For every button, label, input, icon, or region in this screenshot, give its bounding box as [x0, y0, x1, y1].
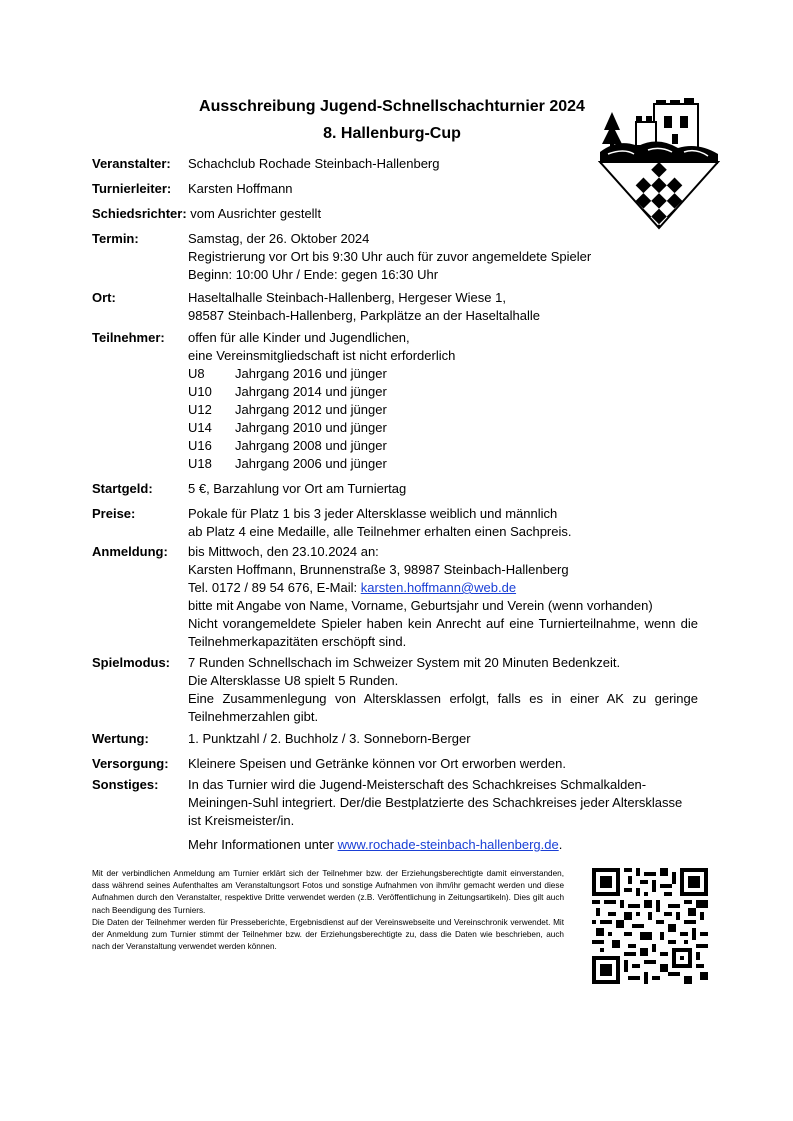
value-turnierleiter: Karsten Hoffmann	[188, 181, 293, 196]
age-class-text: Jahrgang 2014 und jünger	[235, 384, 387, 399]
value-wertung: 1. Punktzahl / 2. Buchholz / 3. Sonneborn-Berger	[188, 731, 471, 746]
label-ort: Ort:	[92, 290, 116, 305]
list-item	[188, 419, 698, 437]
teilnehmer-line-2: eine Vereinsmitgliedschaft ist nicht erforderlich	[188, 348, 456, 363]
more-info-prefix: Mehr Informationen unter	[188, 837, 338, 852]
list-item	[188, 365, 698, 383]
label-anmeldung: Anmeldung:	[92, 544, 168, 559]
value-startgeld: 5 €, Barzahlung vor Ort am Turniertag	[188, 481, 407, 496]
disclaimer-photos: Mit der verbindlichen Anmeldung am Turnier erklärt sich der Teilnehmer bzw. der Erziehungsberechtigte damit einverstanden, dass während seines Aufenthaltes am Veranstaltungsort Fotos und sonstige Aufnahmen von ihm/ihr gemacht werden und diese Aufnahmen durch den Veranstalter, respektive Dritte verwendet werden (z.B. Veröffentlichung in Zeitungsartikeln). Dies gilt auch nach Beendigung des Turniers.	[92, 869, 564, 915]
teilnehmer-line-1: offen für alle Kinder und Jugendlichen,	[188, 330, 410, 345]
list-item	[188, 383, 698, 401]
preise-line-1: Pokale für Platz 1 bis 3 jeder Altersklasse weiblich und männlich	[188, 506, 558, 521]
age-class-text: Jahrgang 2008 und jünger	[235, 438, 387, 453]
ort-line-2: 98587 Steinbach-Hallenberg, Parkplätze an der Haseltalhalle	[188, 308, 540, 323]
preise-line-2: ab Platz 4 eine Medaille, alle Teilnehmer erhalten einen Sachpreis.	[188, 524, 572, 539]
anmeldung-note: Nicht vorangemeldete Spieler haben kein Anrecht auf eine Turnierteilnahme, wenn die Teilnehmerkapazitäten erschöpft sind.	[188, 616, 698, 649]
age-class-text: Jahrgang 2006 und jünger	[235, 456, 387, 471]
qr-code-icon[interactable]	[592, 868, 708, 984]
page-subtitle: 8. Hallenburg-Cup	[323, 125, 461, 142]
age-class-code: U16	[188, 438, 212, 453]
anmeldung-deadline: bis Mittwoch, den 23.10.2024 an:	[188, 544, 379, 559]
label-schiedsrichter: Schiedsrichter:	[92, 206, 187, 221]
label-wertung: Wertung:	[92, 731, 149, 746]
page-title: Ausschreibung Jugend-Schnellschachturnier 2024	[199, 98, 585, 115]
label-startgeld: Startgeld:	[92, 481, 153, 496]
label-teilnehmer: Teilnehmer:	[92, 330, 165, 345]
label-versorgung: Versorgung:	[92, 756, 169, 771]
privacy-disclaimer	[92, 868, 564, 953]
label-spielmodus: Spielmodus:	[92, 655, 171, 670]
age-class-text: Jahrgang 2012 und jünger	[235, 402, 387, 417]
age-class-text: Jahrgang 2010 und jünger	[235, 420, 387, 435]
sonstiges-more-info	[188, 836, 698, 854]
anmeldung-info: bitte mit Angabe von Name, Vorname, Geburtsjahr und Verein (wenn vorhanden)	[188, 598, 653, 613]
email-link[interactable]: karsten.hoffmann@web.de	[360, 580, 517, 595]
section-schiedsrichter	[92, 205, 698, 223]
sonstiges-text: In das Turnier wird die Jugend-Meisterschaft des Schachkreises Schmalkalden-Meiningen-Suhl integriert. Der/die Bestplatzierte des Schachkreises jeder Altersklasse ist Kreismeister/in.	[188, 777, 683, 828]
website-link[interactable]: www.rochade-steinbach-hallenberg.de	[337, 837, 559, 852]
age-class-code: U10	[188, 384, 212, 399]
ort-line-1: Haseltalhalle Steinbach-Hallenberg, Hergeser Wiese 1,	[188, 290, 506, 305]
label-sonstiges: Sonstiges:	[92, 777, 159, 792]
label-preise: Preise:	[92, 506, 136, 521]
age-class-text: Jahrgang 2016 und jünger	[235, 366, 387, 381]
disclaimer-data: Die Daten der Teilnehmer werden für Presseberichte, Ergebnisdienst auf der Vereinswebseite und Vereinschronik verwendet. Mit der Anmeldung zum Turnier stimmt der Teilnehmer bzw. der Erziehungsberechtigte zu, dass die Daten wie beschrieben, auch nach der Veranstaltung verwendet werden können.	[92, 917, 564, 952]
anmeldung-phone: Tel. 0172 / 89 54 676, E-Mail:	[188, 580, 361, 595]
label-turnierleiter: Turnierleiter:	[92, 181, 172, 196]
list-item	[188, 401, 698, 419]
anmeldung-contact	[188, 579, 698, 597]
age-class-code: U14	[188, 420, 212, 435]
list-item	[188, 437, 698, 455]
more-info-suffix: .	[558, 837, 563, 852]
list-item	[188, 455, 698, 473]
spielmodus-line-3: Eine Zusammenlegung von Altersklassen erfolgt, falls es in einer AK zu geringe Teilnehmerzahlen gibt.	[188, 691, 698, 724]
age-class-code: U18	[188, 456, 212, 471]
spielmodus-line-2: Die Altersklasse U8 spielt 5 Runden.	[188, 673, 399, 688]
label-veranstalter: Veranstalter:	[92, 156, 171, 171]
termin-date: Samstag, der 26. Oktober 2024	[188, 231, 370, 246]
value-veranstalter: Schachclub Rochade Steinbach-Hallenberg	[188, 156, 440, 171]
value-schiedsrichter: vom Ausrichter gestellt	[190, 206, 322, 221]
termin-registration: Registrierung vor Ort bis 9:30 Uhr auch für zuvor angemeldete Spieler	[188, 249, 592, 264]
anmeldung-address: Karsten Hoffmann, Brunnenstraße 3, 98987 Steinbach-Hallenberg	[188, 562, 569, 577]
termin-times: Beginn: 10:00 Uhr / Ende: gegen 16:30 Uhr	[188, 267, 439, 282]
age-class-code: U8	[188, 366, 205, 381]
value-versorgung: Kleinere Speisen und Getränke können vor Ort erworben werden.	[188, 756, 566, 771]
age-class-code: U12	[188, 402, 212, 417]
spielmodus-line-1: 7 Runden Schnellschach im Schweizer System mit 20 Minuten Bedenkzeit.	[188, 655, 621, 670]
label-termin: Termin:	[92, 231, 139, 246]
